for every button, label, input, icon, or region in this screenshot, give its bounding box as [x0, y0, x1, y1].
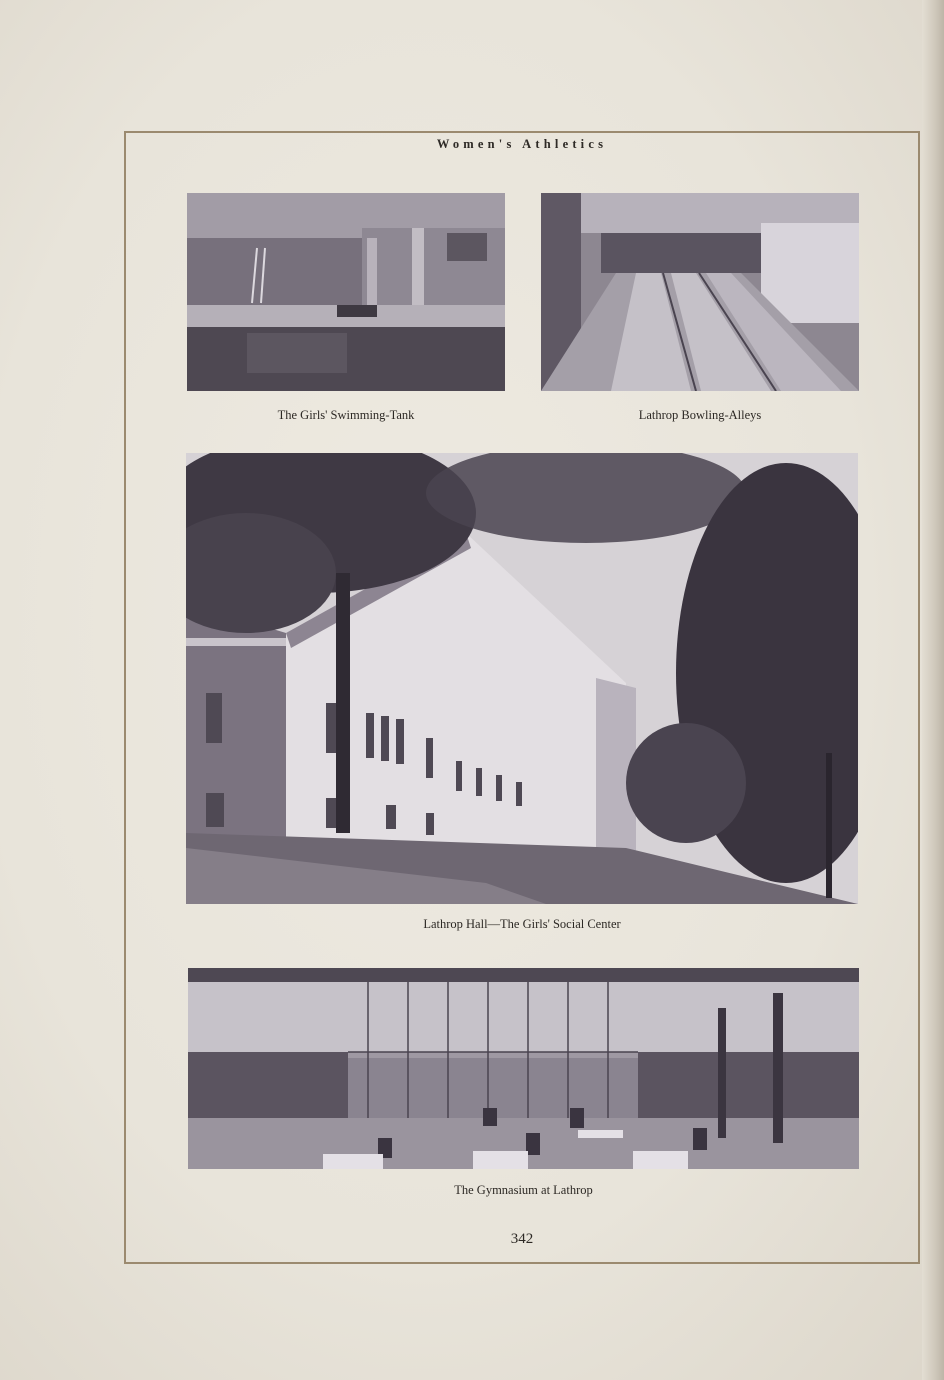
- page-number: 342: [510, 1231, 534, 1247]
- caption-lathrop-hall: Lathrop Hall—The Girls' Social Center: [423, 917, 621, 931]
- page-edge-shadow: [922, 0, 944, 1380]
- caption-swimming-tank: The Girls' Swimming-Tank: [277, 408, 415, 422]
- photo-swimming-tank: [187, 193, 505, 391]
- photo-bowling-alleys: [541, 193, 859, 391]
- photo-lathrop-hall: [186, 453, 858, 904]
- caption-gymnasium: The Gymnasium at Lathrop: [454, 1183, 593, 1197]
- caption-bowling-alleys: Lathrop Bowling-Alleys: [638, 408, 762, 422]
- running-header: Women's Athletics: [436, 137, 608, 151]
- photo-gymnasium: [188, 968, 859, 1169]
